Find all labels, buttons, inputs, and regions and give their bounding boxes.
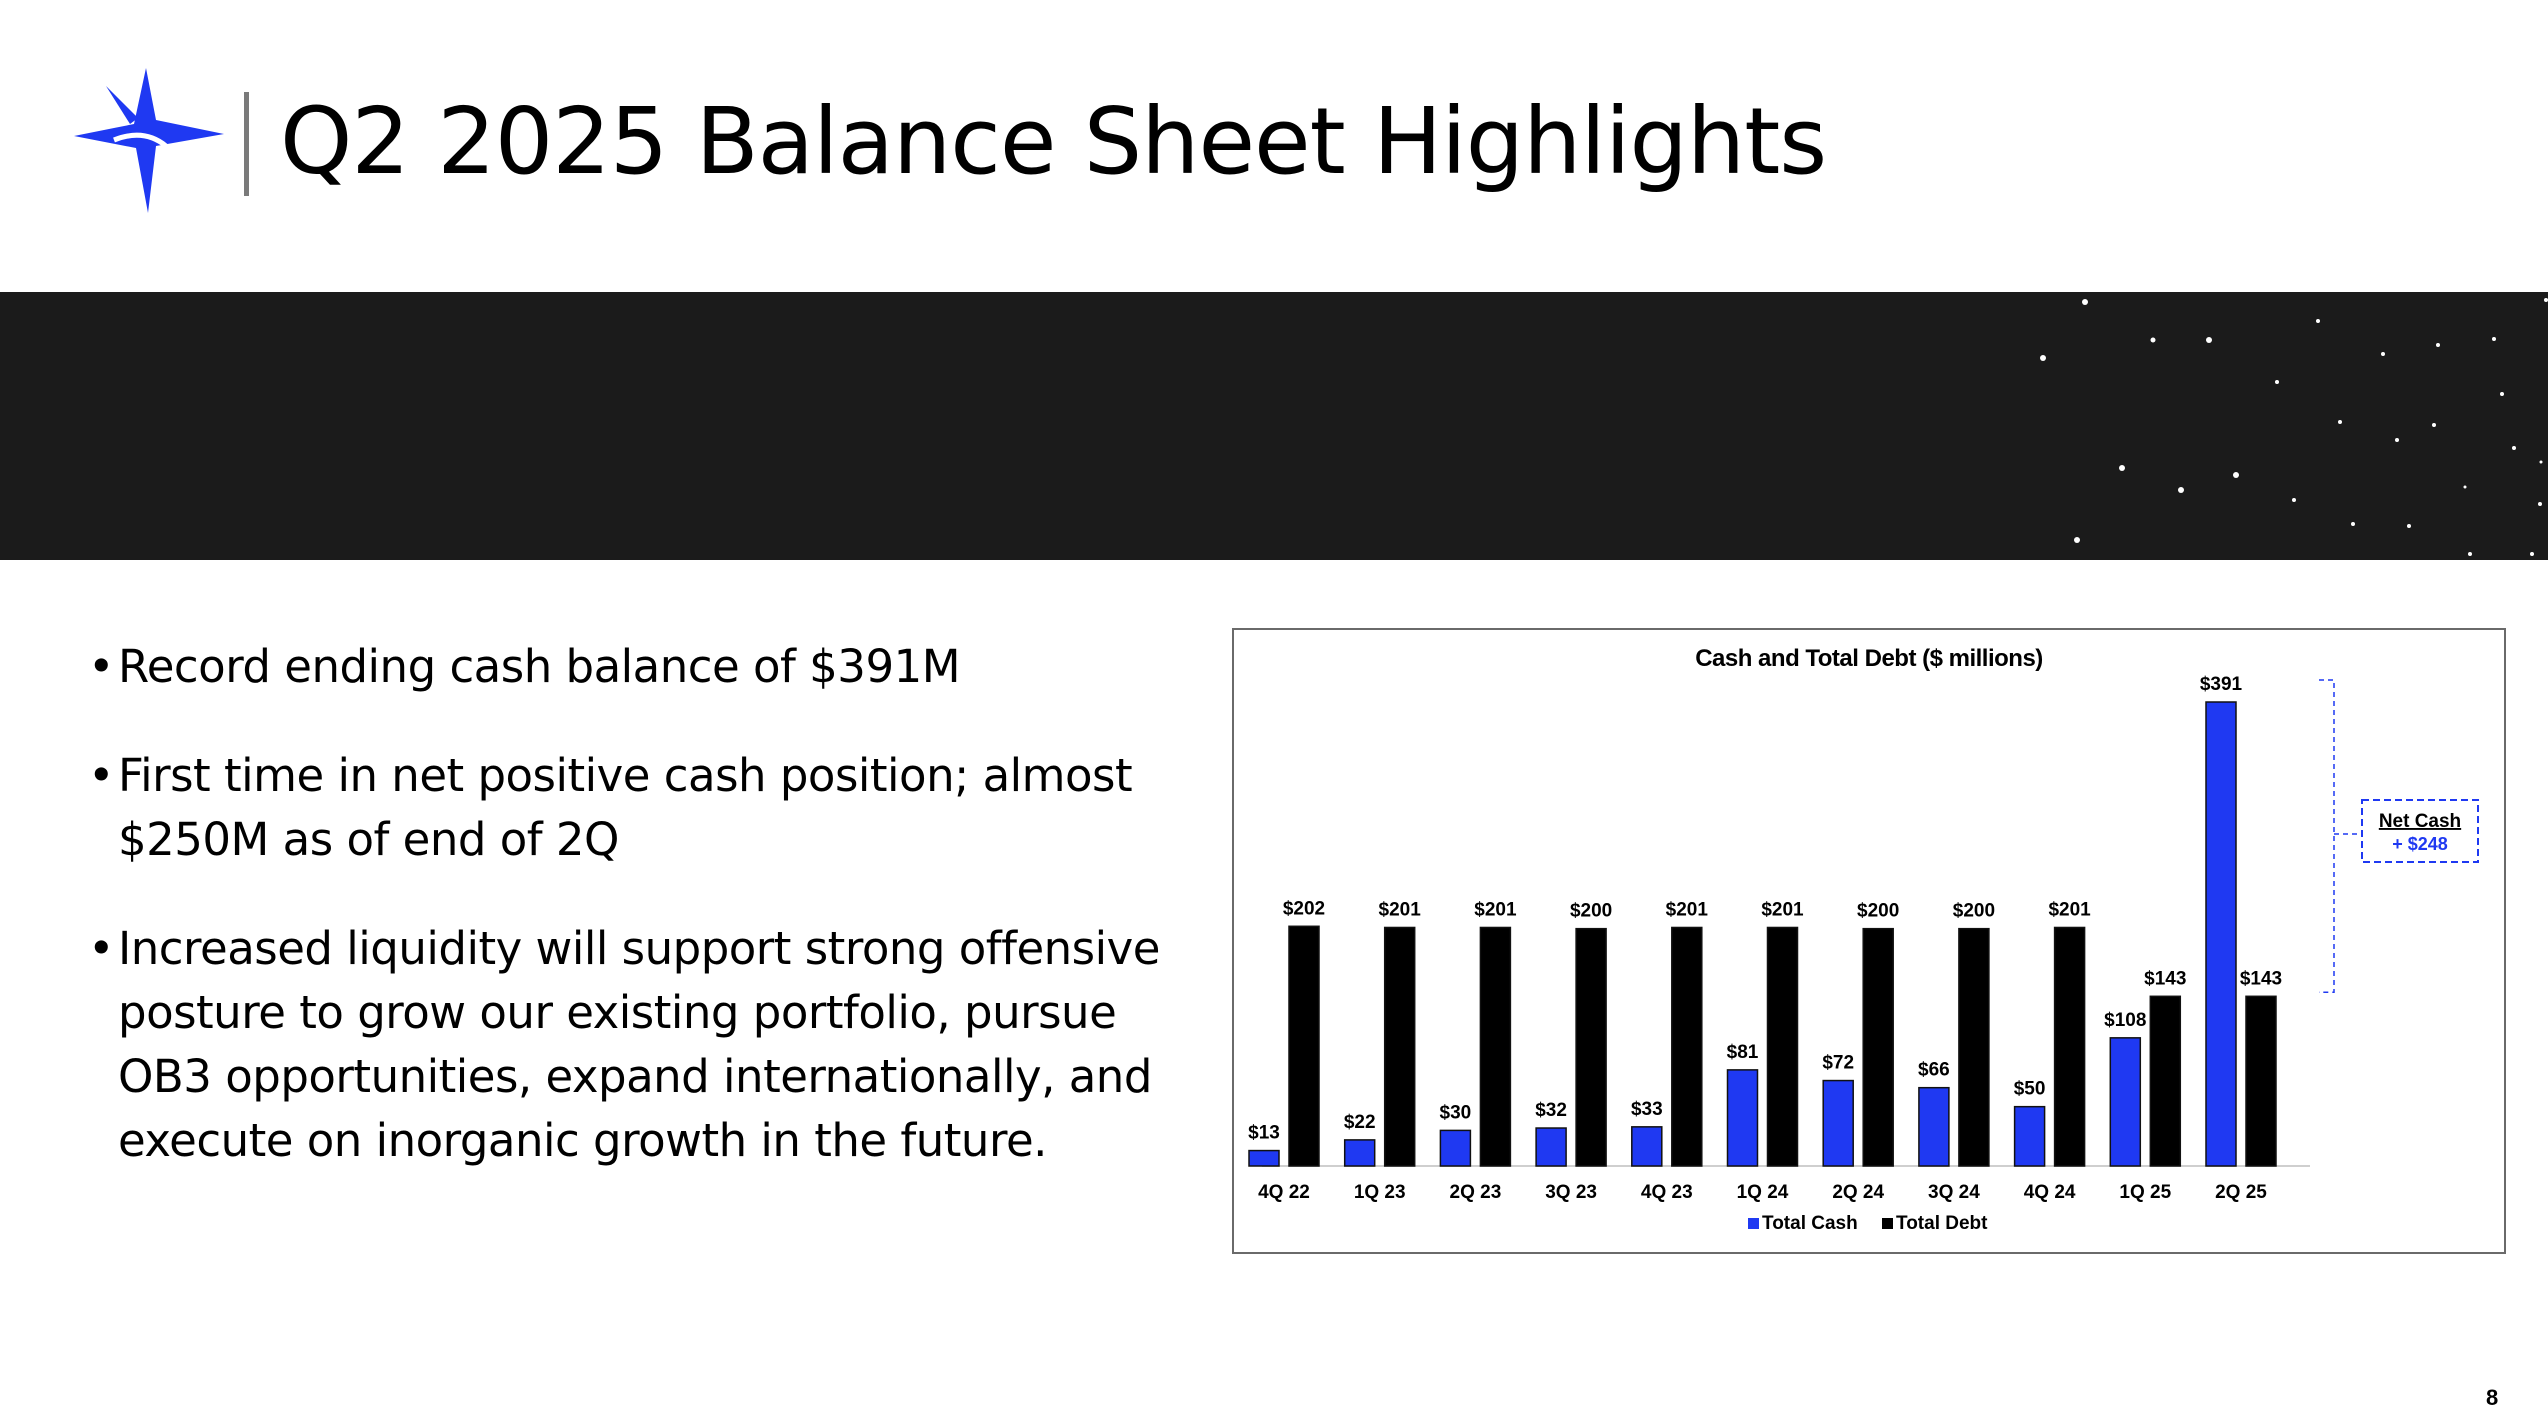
x-tick-label: 3Q 23 [1545, 1182, 1597, 1203]
bullet-cash-balance: • Record ending cash balance of $391M [88, 635, 1168, 699]
debt-data-label: $143 [2144, 968, 2187, 990]
debt-bar [1959, 929, 1989, 1166]
debt-data-label: $200 [1569, 900, 1613, 922]
debt-bar [1480, 927, 1510, 1166]
cash-bar [2206, 702, 2236, 1166]
debt-bar [2055, 927, 2085, 1166]
x-tick-label: 2Q 24 [1832, 1182, 1885, 1203]
company-star-logo [74, 68, 224, 213]
debt-data-label: $201 [1665, 899, 1708, 921]
cash-bar [1345, 1140, 1375, 1166]
title-divider [244, 92, 249, 196]
x-tick-label: 1Q 23 [1353, 1182, 1406, 1203]
x-tick-label: 1Q 25 [2119, 1182, 2172, 1203]
debt-data-label: $201 [2048, 899, 2091, 921]
cash-data-label: $81 [1726, 1041, 1759, 1063]
debt-bar [2150, 996, 2180, 1166]
cash-data-label: $72 [1822, 1052, 1855, 1074]
x-tick-label: 2Q 25 [2215, 1182, 2267, 1203]
cash-bar [1536, 1128, 1566, 1166]
bullet-liquidity: • Increased liquidity will support strong offensive posture to grow our existing portfolio, pursue OB3 opportunities, expand internationally, and execute on inorganic growth in the future. [88, 917, 1168, 1173]
cash-data-label: $66 [1918, 1059, 1950, 1081]
cash-data-label: $50 [2013, 1078, 2046, 1100]
cash-debt-chart [1232, 628, 2506, 1254]
legend-label-cash: Total Cash [1762, 1213, 1858, 1234]
debt-bar [1672, 927, 1702, 1166]
cash-bar [2015, 1107, 2045, 1166]
starfield-banner [0, 292, 2548, 560]
x-tick-label: 3Q 24 [1928, 1182, 1980, 1203]
net-cash-label: Net Cash [2378, 811, 2462, 832]
debt-bar [1768, 927, 1798, 1166]
chart-title: Cash and Total Debt ($ millions) [1695, 645, 2043, 672]
page-title: Q2 2025 Balance Sheet Highlights [280, 88, 1827, 195]
highlights-list [88, 635, 1168, 1218]
x-tick-label: 4Q 22 [1258, 1182, 1310, 1203]
cash-bar [1728, 1070, 1758, 1166]
legend-swatch-debt [1882, 1218, 1893, 1229]
debt-data-label: $201 [1761, 899, 1804, 921]
page-number: 8 [2486, 1385, 2499, 1410]
debt-bar [2246, 996, 2276, 1166]
net-cash-bracket [2319, 680, 2334, 992]
cash-bar [1440, 1130, 1470, 1166]
cash-bar [1919, 1088, 1949, 1166]
cash-data-label: $391 [2199, 674, 2243, 695]
debt-data-label: $200 [1952, 900, 1996, 922]
legend-swatch-cash [1748, 1218, 1759, 1229]
cash-bar [2110, 1038, 2140, 1166]
net-cash-value: + $248 [2392, 834, 2448, 854]
x-tick-label: 2Q 23 [1449, 1182, 1502, 1203]
debt-bar [1576, 929, 1606, 1166]
cash-data-label: $22 [1343, 1111, 1376, 1133]
x-tick-label: 4Q 24 [2023, 1182, 2076, 1203]
debt-bar [1289, 926, 1319, 1166]
cash-data-label: $13 [1248, 1122, 1280, 1144]
debt-data-label: $202 [1282, 898, 1326, 920]
cash-data-label: $30 [1439, 1102, 1472, 1124]
cash-bar [1632, 1127, 1662, 1166]
debt-data-label: $201 [1474, 899, 1517, 921]
debt-data-label: $200 [1857, 900, 1900, 922]
cash-data-label: $108 [2104, 1009, 2147, 1031]
debt-bar [1863, 929, 1893, 1166]
starfield-dots [0, 292, 2548, 560]
cash-bar [1249, 1151, 1279, 1166]
chart-canvas [1234, 630, 2504, 1252]
legend-label-debt: Total Debt [1896, 1213, 1988, 1234]
debt-bar [1385, 927, 1415, 1166]
x-tick-label: 1Q 24 [1736, 1182, 1789, 1203]
cash-data-label: $33 [1630, 1098, 1663, 1120]
x-tick-label: 4Q 23 [1640, 1182, 1693, 1203]
cash-bar [1823, 1081, 1853, 1166]
debt-data-label: $201 [1378, 899, 1421, 921]
bullet-net-cash: • First time in net positive cash position; almost $250M as of end of 2Q [88, 744, 1168, 872]
debt-data-label: $143 [2239, 968, 2283, 990]
cash-data-label: $32 [1535, 1100, 1567, 1122]
